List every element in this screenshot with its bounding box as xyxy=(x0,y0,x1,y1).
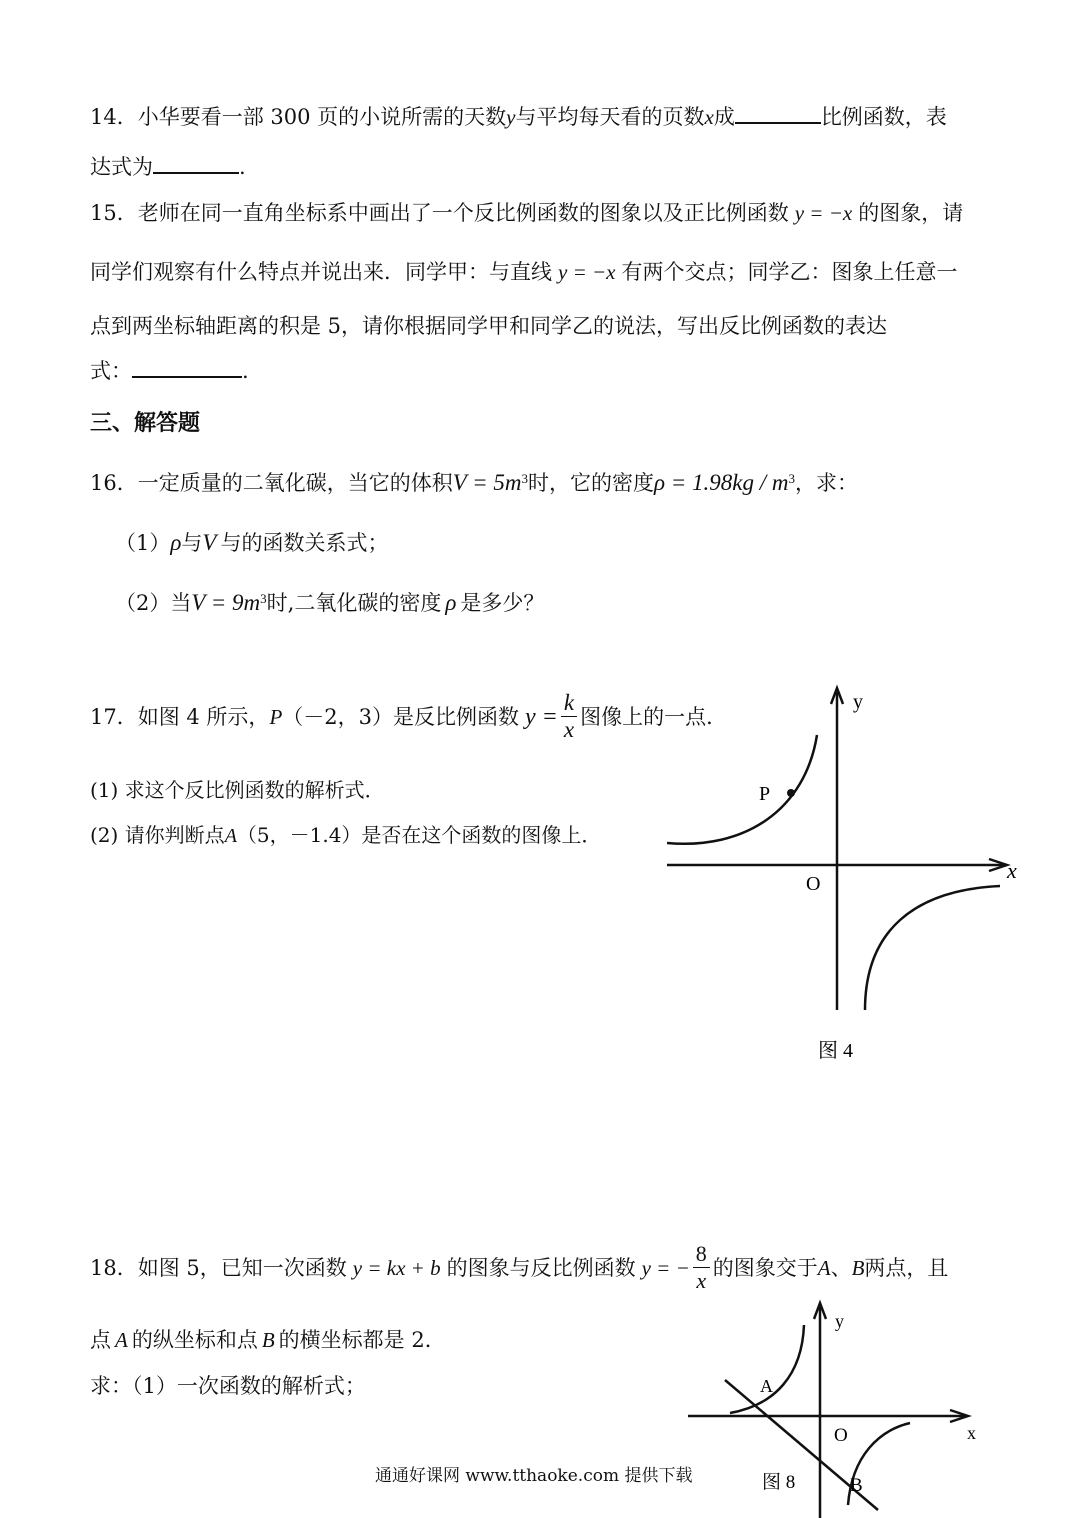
q16-p1-text-b: 与 xyxy=(181,531,203,555)
q14-var-y: y xyxy=(506,105,516,129)
q14-text-b: 与平均每天看的页数 xyxy=(515,105,705,129)
q15-l1-text-a: 15．老师在同一直角坐标系中画出了一个反比例函数的图象以及正比例函数 xyxy=(90,201,789,225)
fig4-label-y: y xyxy=(853,691,863,713)
q17-part2 xyxy=(90,822,601,849)
q16-text-b: 时，它的密度 xyxy=(528,471,654,495)
q17-text-c: 图像上的一点． xyxy=(580,704,728,729)
q14-text-c: 成 xyxy=(713,105,735,129)
q18-text-d: 两点，且 xyxy=(864,1255,949,1280)
q15-l1-eq: y = −x xyxy=(794,201,853,225)
q17-fraction xyxy=(561,690,577,743)
q18-line2 xyxy=(90,1327,446,1353)
q17-line1 xyxy=(90,690,727,743)
fig8-label-O: O xyxy=(834,1425,848,1446)
q15-l1-text-b: 的图象，请 xyxy=(858,201,964,225)
fig4-label-x: x xyxy=(1007,858,1017,883)
q16-text-a: 16．一定质量的二氧化碳，当它的体积 xyxy=(90,471,453,495)
q16-p1-text-c: 与的函数关系式； xyxy=(220,531,389,555)
q17-p2-text-b: （5，－1.4）是否在这个函数的图像上． xyxy=(236,823,602,847)
q18-line1 xyxy=(90,1241,948,1294)
q16-part2 xyxy=(115,590,544,616)
q18-l2-A: A xyxy=(115,1328,128,1352)
q14-blank-1[interactable] xyxy=(735,104,821,124)
q16-p1-num: （1） xyxy=(115,531,171,555)
q14-end: . xyxy=(239,155,246,179)
q17-yeq: y = xyxy=(525,703,558,730)
fig4-point-P-dot xyxy=(787,789,795,797)
q18-l2-text-c: 的横坐标都是 2． xyxy=(278,1328,446,1352)
q15-line2 xyxy=(90,259,957,285)
q18-point-A: A xyxy=(817,1255,831,1280)
q18-frac-num: 8 xyxy=(693,1241,710,1268)
q15-line4 xyxy=(90,358,249,384)
q18-text-b: 的图象与反比例函数 xyxy=(446,1255,636,1280)
q18-eq1: y = kx + b xyxy=(352,1255,441,1280)
footer: 通通好课网 www.tthaoke.com 提供下载 xyxy=(375,1466,693,1486)
q18-fraction xyxy=(693,1241,710,1294)
q16-p2-eq: V = 9m xyxy=(191,590,261,615)
fig8-label-y: y xyxy=(835,1311,844,1331)
q15-l2-text-a: 同学们观察有什么特点并说出来．同学甲：与直线 xyxy=(90,260,552,284)
fig4-label-O: O xyxy=(806,873,821,895)
q17-text-a: 17．如图 4 所示， xyxy=(90,704,270,729)
q15-l2-eq: y = −x xyxy=(558,260,616,284)
q15-l4-text: 式： xyxy=(90,359,132,383)
q14-line1 xyxy=(90,104,947,130)
q16-p2-text-a: （2）当 xyxy=(115,591,192,615)
q16-text-c: ，求： xyxy=(795,471,859,495)
q18-eq2: y = − xyxy=(641,1255,690,1280)
q14-var-x: x xyxy=(704,105,714,129)
q16-eq2: ρ = 1.98kg / m xyxy=(654,470,789,495)
q15-line3: 点到两坐标轴距离的积是 5，请你根据同学甲和同学乙的说法，写出反比例函数的表达 xyxy=(90,314,888,338)
q16-line1 xyxy=(90,470,858,496)
q15-end: . xyxy=(242,359,249,383)
q16-p1-rho: ρ xyxy=(170,530,182,555)
q14-line2-text: 达式为 xyxy=(90,155,153,179)
fig4-label-P: P xyxy=(759,783,771,805)
q16-p2-rho: ρ xyxy=(445,590,457,615)
fig8-label-x: x xyxy=(967,1423,976,1443)
q18-l2-text-b: 的纵坐标和点 xyxy=(131,1328,258,1352)
q18-point-B: B xyxy=(851,1255,865,1280)
q17-p2-A: A xyxy=(224,825,237,847)
fig8-caption: 图 8 xyxy=(762,1472,796,1493)
q16-p2-sup: 3 xyxy=(260,591,267,606)
q14-text-d: 比例函数，表 xyxy=(820,105,947,129)
fig8-curve-upper xyxy=(730,1325,804,1413)
q17-part1: (1) 求这个反比例函数的解析式． xyxy=(90,778,385,802)
q18-l2-text-a: 点 xyxy=(90,1328,111,1352)
q16-p2-text-b: 时,二氧化碳的密度 xyxy=(266,591,442,615)
q18-l2-B: B xyxy=(261,1328,275,1352)
q14-blank-2[interactable] xyxy=(153,154,239,174)
q17-text-b: （－2，3）是反比例函数 xyxy=(282,704,519,729)
figure-4 xyxy=(655,680,1035,1080)
q16-sup-2: 3 xyxy=(788,471,796,486)
fig4-curve-upper xyxy=(667,735,817,844)
q14-line2 xyxy=(90,154,246,180)
q16-sup-1: 3 xyxy=(521,471,528,486)
q17-frac-den: x xyxy=(563,717,575,742)
q16-p1-V: V xyxy=(202,530,217,555)
fig8-label-A: A xyxy=(760,1376,773,1396)
q18-line3: 求：（1）一次函数的解析式； xyxy=(90,1374,366,1398)
fig4-caption: 图 4 xyxy=(818,1040,853,1062)
q17-p2-text-a: (2) 请你判断点 xyxy=(90,823,225,847)
q18-sep: 、 xyxy=(830,1255,852,1280)
section-heading: 三、解答题 xyxy=(90,410,201,436)
q18-text-c: 的图象交于 xyxy=(712,1255,818,1280)
q16-part1 xyxy=(115,530,388,556)
fig8-label-B: B xyxy=(850,1475,863,1496)
q15-l2-text-b: 有两个交点；同学乙：图象上任意一 xyxy=(621,260,958,284)
q18-text-a: 18．如图 5，已知一次函数 xyxy=(90,1255,347,1280)
q14-text-a: 14．小华要看一部 300 页的小说所需的天数 xyxy=(90,105,507,129)
q16-eq1: V = 5m xyxy=(452,470,522,495)
q17-frac-num: k xyxy=(561,690,577,717)
q18-frac-den: x xyxy=(696,1268,707,1293)
q15-line1 xyxy=(90,200,963,226)
q15-blank[interactable] xyxy=(132,358,242,378)
q17-point-P: P xyxy=(269,704,283,729)
q16-p2-text-c: 是多少？ xyxy=(460,591,545,615)
figure-8 xyxy=(680,1295,1010,1518)
fig4-curve-lower xyxy=(865,886,1000,1010)
